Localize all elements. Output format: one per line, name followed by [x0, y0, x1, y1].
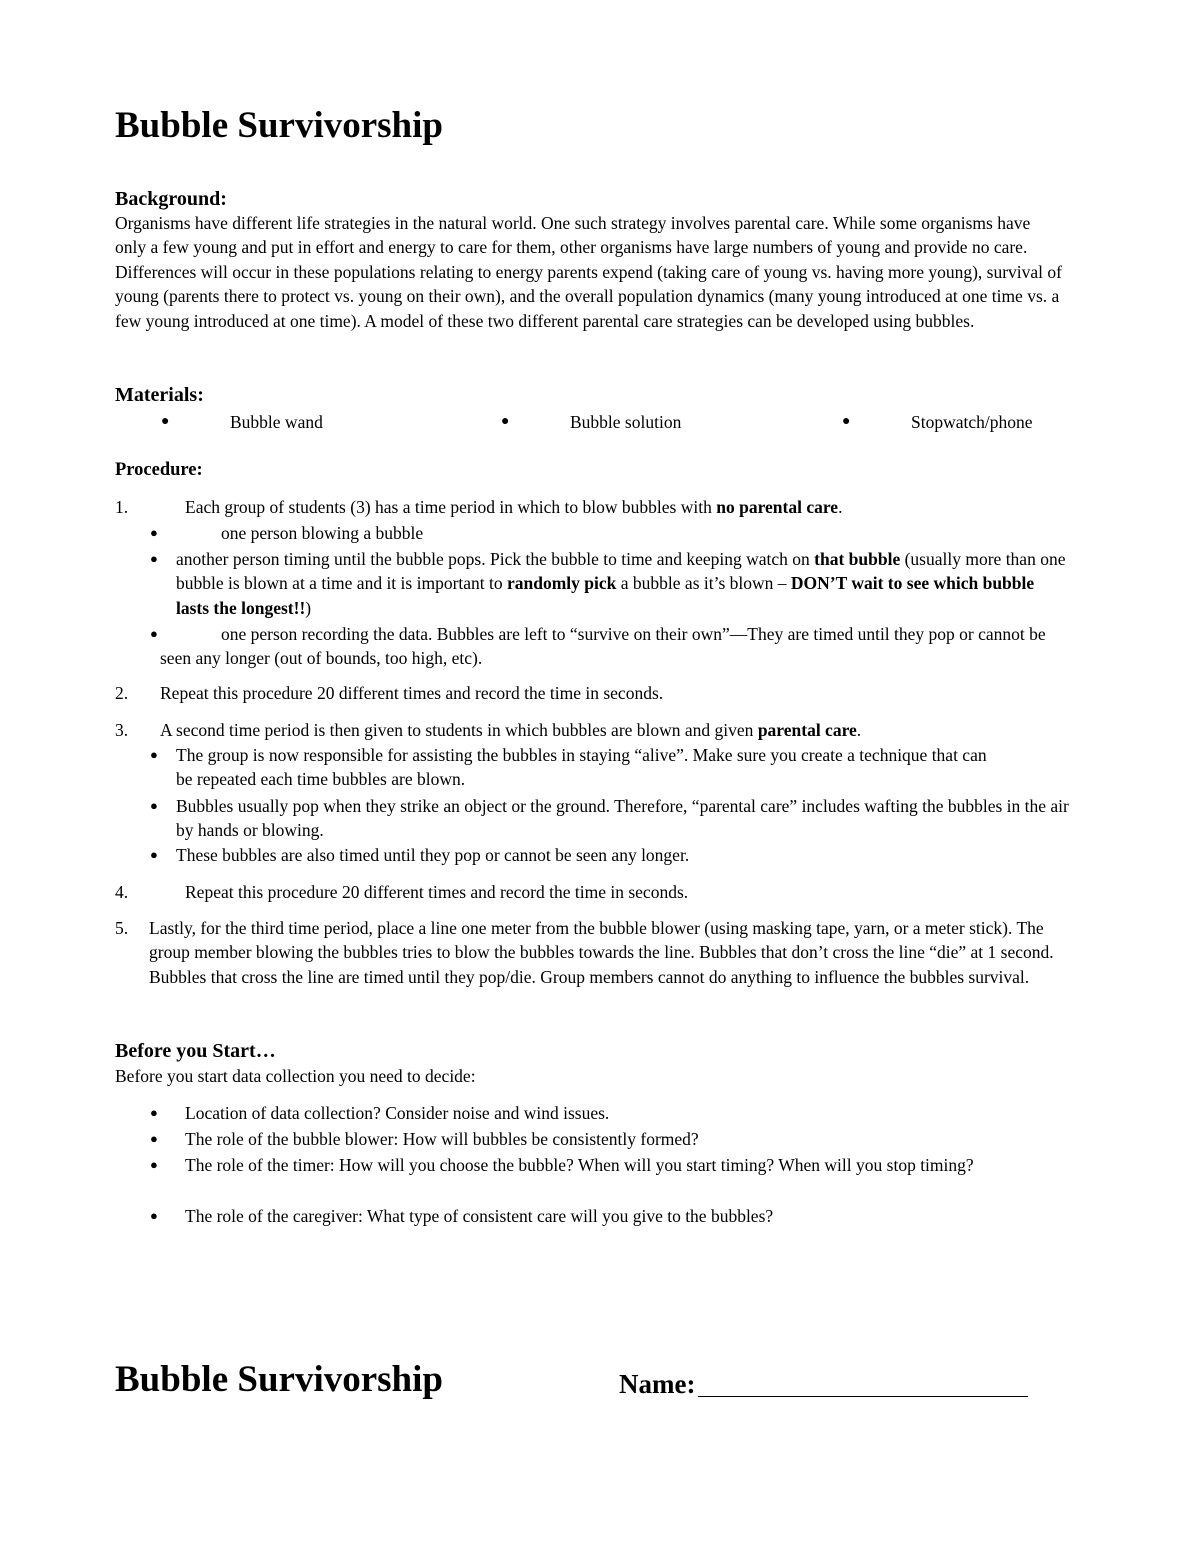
step-3-text-start: A second time period is then given to students in which bubbles are blown and given: [160, 720, 758, 740]
materials-heading: Materials:: [115, 384, 204, 406]
sub-2-text-a: another person timing until the bubble pops. Pick the bubble to time and keeping watch on: [176, 549, 815, 569]
bullet-icon: ●: [842, 414, 851, 429]
before-start-intro: Before you start data collection you need to decide:: [115, 1066, 476, 1086]
before-start-heading: Before you Start…: [115, 1040, 276, 1062]
material-item: Bubble wand: [230, 412, 323, 432]
bullet-icon: ●: [150, 1131, 158, 1146]
step-3-text-end: .: [856, 720, 862, 740]
bullet-icon: ●: [501, 414, 510, 429]
bullet-icon: ●: [150, 551, 158, 566]
before-start-item: The role of the bubble blower: How will bubbles be consistently formed?: [185, 1129, 699, 1149]
sub-2-bold-3: DON’T wait to see which bubble lasts the longest!!: [176, 573, 1035, 618]
step-1-text-end: .: [838, 497, 843, 517]
step-4-text: Repeat this procedure 20 different times and record the time in seconds.: [185, 882, 689, 902]
bullet-icon: ●: [161, 414, 170, 429]
step-1-sub-2: [176, 547, 1066, 620]
step-1-emphasis: no parental care: [716, 497, 839, 517]
step-number: 3.: [115, 720, 129, 740]
materials-list: [115, 409, 1065, 435]
footer-title: Bubble Survivorship: [115, 1359, 443, 1400]
step-1-sub-3: one person recording the data. Bubbles are left to “survive on their own”—They are timed until they pop or cannot be seen any longer (out of bounds, too high, etc).: [160, 624, 1046, 669]
sub-2-text-d: ): [305, 597, 312, 618]
bullet-icon: ●: [150, 626, 158, 641]
page-title: Bubble Survivorship: [115, 105, 443, 146]
before-start-item: The role of the timer: How will you choose the bubble? When will you start timing? When will you stop timing?: [185, 1155, 974, 1175]
before-start-item: The role of the caregiver: What type of consistent care will you give to the bubbles?: [185, 1206, 774, 1226]
sub-2-text-c: a bubble as it’s blown –: [616, 573, 791, 594]
bullet-icon: ●: [150, 1105, 158, 1120]
before-start-item: Location of data collection? Consider noise and wind issues.: [185, 1103, 610, 1123]
bullet-icon: ●: [150, 747, 158, 762]
procedure-heading: Procedure:: [115, 460, 203, 480]
step-3-sub-3: These bubbles are also timed until they pop or cannot be seen any longer.: [176, 845, 690, 865]
step-number: 2.: [115, 683, 129, 703]
name-label: Name:: [619, 1369, 696, 1399]
step-3-sub-2: Bubbles usually pop when they strike an object or the ground. Therefore, “parental care” includes wafting the bubbles in the air by hands or blowing.: [176, 796, 1069, 841]
step-3-text: [160, 718, 1065, 742]
step-number: 5.: [115, 918, 129, 938]
step-1-text-start: Each group of students (3) has a time period in which to blow bubbles with: [185, 497, 717, 517]
sub-2-text-b: (usually more than one bubble is blown at a time and it is important to: [176, 549, 1066, 594]
background-heading: Background:: [115, 188, 227, 210]
step-number: 4.: [115, 882, 129, 902]
step-1-sub-1: one person blowing a bubble: [221, 523, 424, 543]
step-number: 1.: [115, 497, 129, 517]
sub-2-bold-2: randomly pick: [507, 573, 617, 594]
step-2-text: Repeat this procedure 20 different times and record the time in seconds.: [160, 683, 664, 703]
bullet-icon: ●: [150, 847, 158, 862]
background-text: Organisms have different life strategies in the natural world. One such strategy involves parental care. While some organisms have only a few young and put in effort and energy to care for them, other organisms have large numbers of young and provide no care. Differences will occur in these populations relating to energy parents expend (taking care of young vs. having more young), survival of young (parents there to protect vs. young on their own), and the overall population dynamics (many young introduced at one time vs. a few young introduced at one time). A model of these two different parental care strategies can be developed using bubbles.: [115, 213, 1062, 331]
bullet-icon: ●: [150, 798, 158, 813]
material-item: Bubble solution: [570, 412, 682, 432]
step-5-text: Lastly, for the third time period, place a line one meter from the bubble blower (using masking tape, yarn, or a meter stick). The group member blowing the bubbles tries to blow the bubbles towards the line. Bubbles that don’t cross the line “die” at 1 second. Bubbles that cross the line are timed until they pop/die. Group members cannot do anything to influence the bubbles survival.: [149, 918, 1054, 987]
bullet-icon: ●: [150, 525, 158, 540]
bullet-icon: ●: [150, 1208, 158, 1223]
step-3-emphasis: parental care: [757, 720, 857, 740]
step-1-text: [185, 495, 1065, 519]
step-3-sub-1: The group is now responsible for assisting the bubbles in staying “alive”. Make sure you create a technique that can be repeated each time bubbles are blown.: [176, 745, 987, 790]
sub-2-bold-1: that bubble: [814, 549, 901, 569]
material-item: Stopwatch/phone: [911, 412, 1033, 432]
bullet-icon: ●: [150, 1157, 158, 1172]
name-field-line[interactable]: [698, 1396, 1028, 1397]
